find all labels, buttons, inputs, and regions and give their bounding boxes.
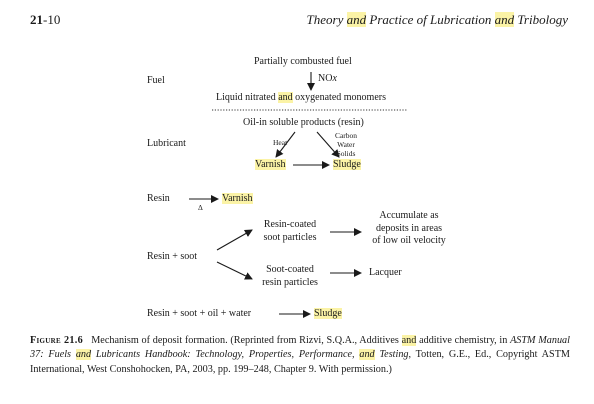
caption-run: ASTM Manual 37: Fuels — [30, 335, 570, 361]
caption-run: and — [401, 335, 417, 346]
resin-label: Resin — [147, 193, 170, 204]
soot-coated-label: Soot-coated resin particles — [262, 264, 318, 288]
heat-label: Heat — [273, 138, 288, 147]
carbon-water-solids: Carbon Water Solids — [334, 131, 358, 158]
sludge-label: Sludge — [333, 159, 361, 170]
lubricant-label: Lubricant — [147, 138, 186, 149]
figure-caption — [30, 334, 570, 377]
accumulate-label: Accumulate as deposits in areas of low oil velocity — [372, 210, 446, 246]
resin-soot-oil-water-label: Resin + soot + oil + water — [147, 308, 252, 319]
caption-run: Testing — [374, 349, 409, 361]
varnish-label: Varnish — [255, 159, 286, 170]
caption-run: Lubricants Handbook: Technology, Properties, Performance, — [91, 349, 360, 361]
figure-label: Figure 21.6 — [30, 335, 84, 346]
resin-varnish-label: Varnish — [222, 193, 253, 204]
caption-run: and — [75, 349, 92, 361]
arrow-soot-soot-coated — [217, 262, 252, 279]
oil-soluble-products: Oil-in soluble products (resin) — [243, 117, 364, 128]
fuel-label: Fuel — [147, 75, 165, 86]
partially-combusted-fuel: Partially combusted fuel — [254, 56, 352, 67]
caption-run: Mechanism of deposit formation. (Reprinted from Rizvi, S.Q.A., Additives — [91, 335, 402, 346]
liquid-monomers: Liquid nitrated and oxygenated monomers — [216, 92, 386, 103]
caption-run: and — [359, 349, 375, 361]
lacquer-label: Lacquer — [369, 267, 402, 278]
resin-soot-label: Resin + soot — [147, 251, 198, 262]
arrow-soot-resin-coated — [217, 230, 252, 250]
final-sludge-label: Sludge — [314, 308, 342, 319]
caption-run: , Totten, G.E., Ed., Copyright ASTM International, West Conshohocken, PA, 2003, pp. 199–248, Chapter 9. With permission.) — [30, 349, 570, 375]
nox-label: NOx — [318, 73, 337, 84]
caption-run: additive chemistry, in — [416, 335, 511, 346]
page-number: 21-10 — [30, 12, 61, 27]
running-head: Theory and Practice of Lubrication and Tribology — [306, 12, 568, 27]
delta-symbol: Δ — [198, 203, 203, 212]
resin-coated-label: Resin-coated soot particles — [263, 219, 317, 243]
